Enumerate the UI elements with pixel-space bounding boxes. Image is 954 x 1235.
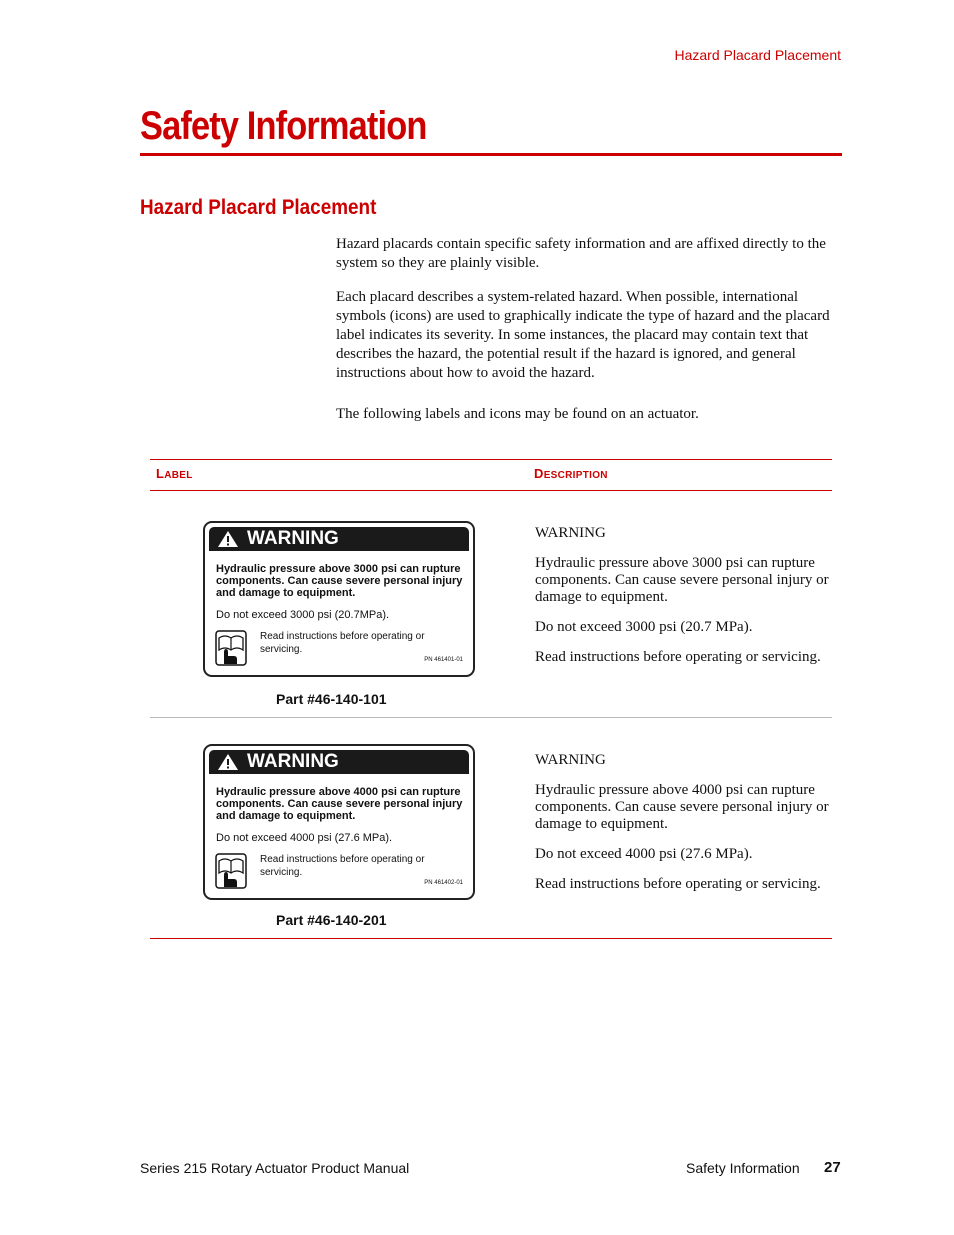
section-heading: Hazard Placard Placement — [140, 196, 377, 219]
table-header-rule — [150, 490, 832, 491]
description-limit: Do not exceed 3000 psi (20.7 MPa). — [535, 619, 753, 635]
read-manual-icon — [215, 630, 247, 666]
intro-paragraph-3: The following labels and icons may be found on an actuator. — [336, 406, 699, 422]
description-heading: WARNING — [535, 752, 606, 768]
table-top-rule — [150, 459, 832, 460]
warning-triangle-icon — [217, 530, 239, 548]
page-number: 27 — [824, 1159, 841, 1176]
warning-placard-4000psi — [203, 744, 475, 900]
warning-triangle-icon — [217, 753, 239, 771]
placard-description — [535, 752, 835, 906]
column-header-description: DESCRIPTION — [534, 466, 608, 481]
placard-read-instructions: Read instructions before operating or servicing. — [260, 631, 425, 655]
intro-paragraph-2: Each placard describes a system-related hazard. When possible, international symbols (icons) are used to graphically indicate the type of hazard and the placard label indicates its severity. In some instances, the placard may contain text that describes the hazard, the potential result if the hazard is ignored, and general instructions about how to avoid the hazard. — [336, 289, 830, 381]
placard-warning-band — [209, 527, 469, 551]
description-hazard: Hydraulic pressure above 4000 psi can rupture components. Can cause severe personal injury or damage to equipment. — [535, 782, 829, 832]
description-instruction: Read instructions before operating or servicing. — [535, 876, 821, 892]
row-divider — [150, 717, 832, 718]
placard-description — [535, 525, 835, 679]
warning-placard-3000psi — [203, 521, 475, 677]
footer-manual-title: Series 215 Rotary Actuator Product Manual — [140, 1160, 410, 1176]
placard-part-code: PN 461401-01 — [424, 657, 463, 663]
description-hazard: Hydraulic pressure above 3000 psi can rupture components. Can cause severe personal injury or damage to equipment. — [535, 555, 829, 605]
description-heading: WARNING — [535, 525, 606, 541]
intro-paragraph-1: Hazard placards contain specific safety information and are affixed directly to the system so they are plainly visible. — [336, 236, 826, 271]
placard-part-code: PN 461402-01 — [424, 880, 463, 886]
description-limit: Do not exceed 4000 psi (27.6 MPa). — [535, 846, 753, 862]
column-header-label: LABEL — [156, 466, 193, 481]
placard-heading: WARNING — [247, 528, 339, 549]
placard-limit-text: Do not exceed 3000 psi (20.7MPa). — [216, 609, 390, 621]
placard-limit-text: Do not exceed 4000 psi (27.6 MPa). — [216, 832, 393, 844]
placard-hazard-text: Hydraulic pressure above 4000 psi can rupture components. Can cause severe personal injury and damage to equipment. — [216, 786, 463, 822]
running-head: Hazard Placard Placement — [674, 47, 841, 63]
table-bottom-rule — [150, 938, 832, 939]
part-number: Part #46-140-101 — [276, 691, 387, 707]
footer-chapter: Safety Information — [686, 1160, 800, 1176]
placard-heading: WARNING — [247, 751, 339, 772]
part-number: Part #46-140-201 — [276, 912, 387, 928]
title-rule — [140, 153, 842, 156]
read-manual-icon — [215, 853, 247, 889]
placard-warning-band — [209, 750, 469, 774]
placard-hazard-text: Hydraulic pressure above 3000 psi can rupture components. Can cause severe personal injury and damage to equipment. — [216, 563, 463, 599]
placard-read-instructions: Read instructions before operating or servicing. — [260, 854, 425, 878]
description-instruction: Read instructions before operating or servicing. — [535, 649, 821, 665]
page-title: Safety Information — [140, 104, 427, 148]
